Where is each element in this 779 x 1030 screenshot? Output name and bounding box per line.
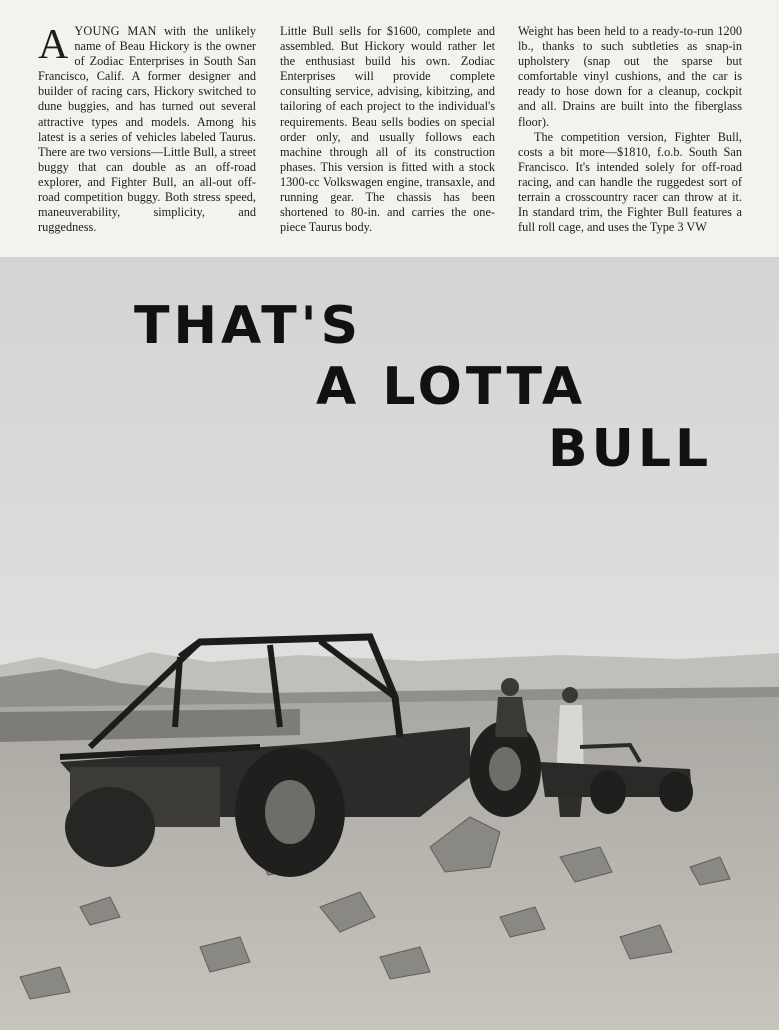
headline-line-2: A LOTTA (316, 357, 587, 417)
article-paragraph: Weight has been held to a ready-to-run 1200 lb., thanks to such subtleties as snap-in upholstery (snap out the sparse but comfortable vinyl cushions, and the car is ready to hose down for a cleanup, cockpit and all. Drains are built into the fiberglass floor). (518, 24, 742, 129)
drop-cap: A (38, 22, 69, 68)
headline-line-1: THAT'S (134, 296, 363, 356)
article-paragraph (38, 24, 256, 235)
rear-wheel-left (65, 787, 155, 867)
article-text-band (0, 0, 779, 257)
article-paragraph: Little Bull sells for $1600, complete and assembled. But Hickory would rather let the enthusiast build his own. Zodiac Enterprises will provide complete consulting service, advising, kibitzing, and tailoring of each project to the individual's requirements. Beau sells bodies on special order only, and usually follows each machine through all of its construction phases. This version is fitted with a stock 1300-cc Volkswagen engine, transaxle, and running gear. The chassis has been shortened to 80-in. and carries the one-piece Taurus body. (280, 24, 495, 235)
article-column-3 (518, 24, 742, 235)
article-column-2 (280, 24, 495, 235)
article-paragraph: The competition version, Fighter Bull, costs a bit more—$1810, f.o.b. South San Francisco. It's intended solely for off-road racing, and can handle the ruggedest sort of terrain a crosscountry racer can throw at it. In standard trim, the Fighter Bull features a full roll cage, and uses the Type 3 VW (518, 129, 742, 235)
paragraph-text: with the unlikely name of Beau Hickory is the owner of Zodiac Enterprises in South San Francisco, Calif. A former designer and builder of racing cars, Hickory switched to dune buggies, and has turned out several attractive types and models. Among his latest is a series of vehicles labeled Taurus. There are two versions—Little Bull, a street buggy that can double as an off-road explorer, and Fighter Bull, an all-out off-road competition buggy. Both stress speed, maneuverability, simplicity, and ruggedness. (38, 24, 256, 235)
lead-in-text: YOUNG MAN (74, 24, 157, 38)
article-column-1 (38, 24, 256, 235)
headline-line-3: BULL (548, 419, 713, 479)
